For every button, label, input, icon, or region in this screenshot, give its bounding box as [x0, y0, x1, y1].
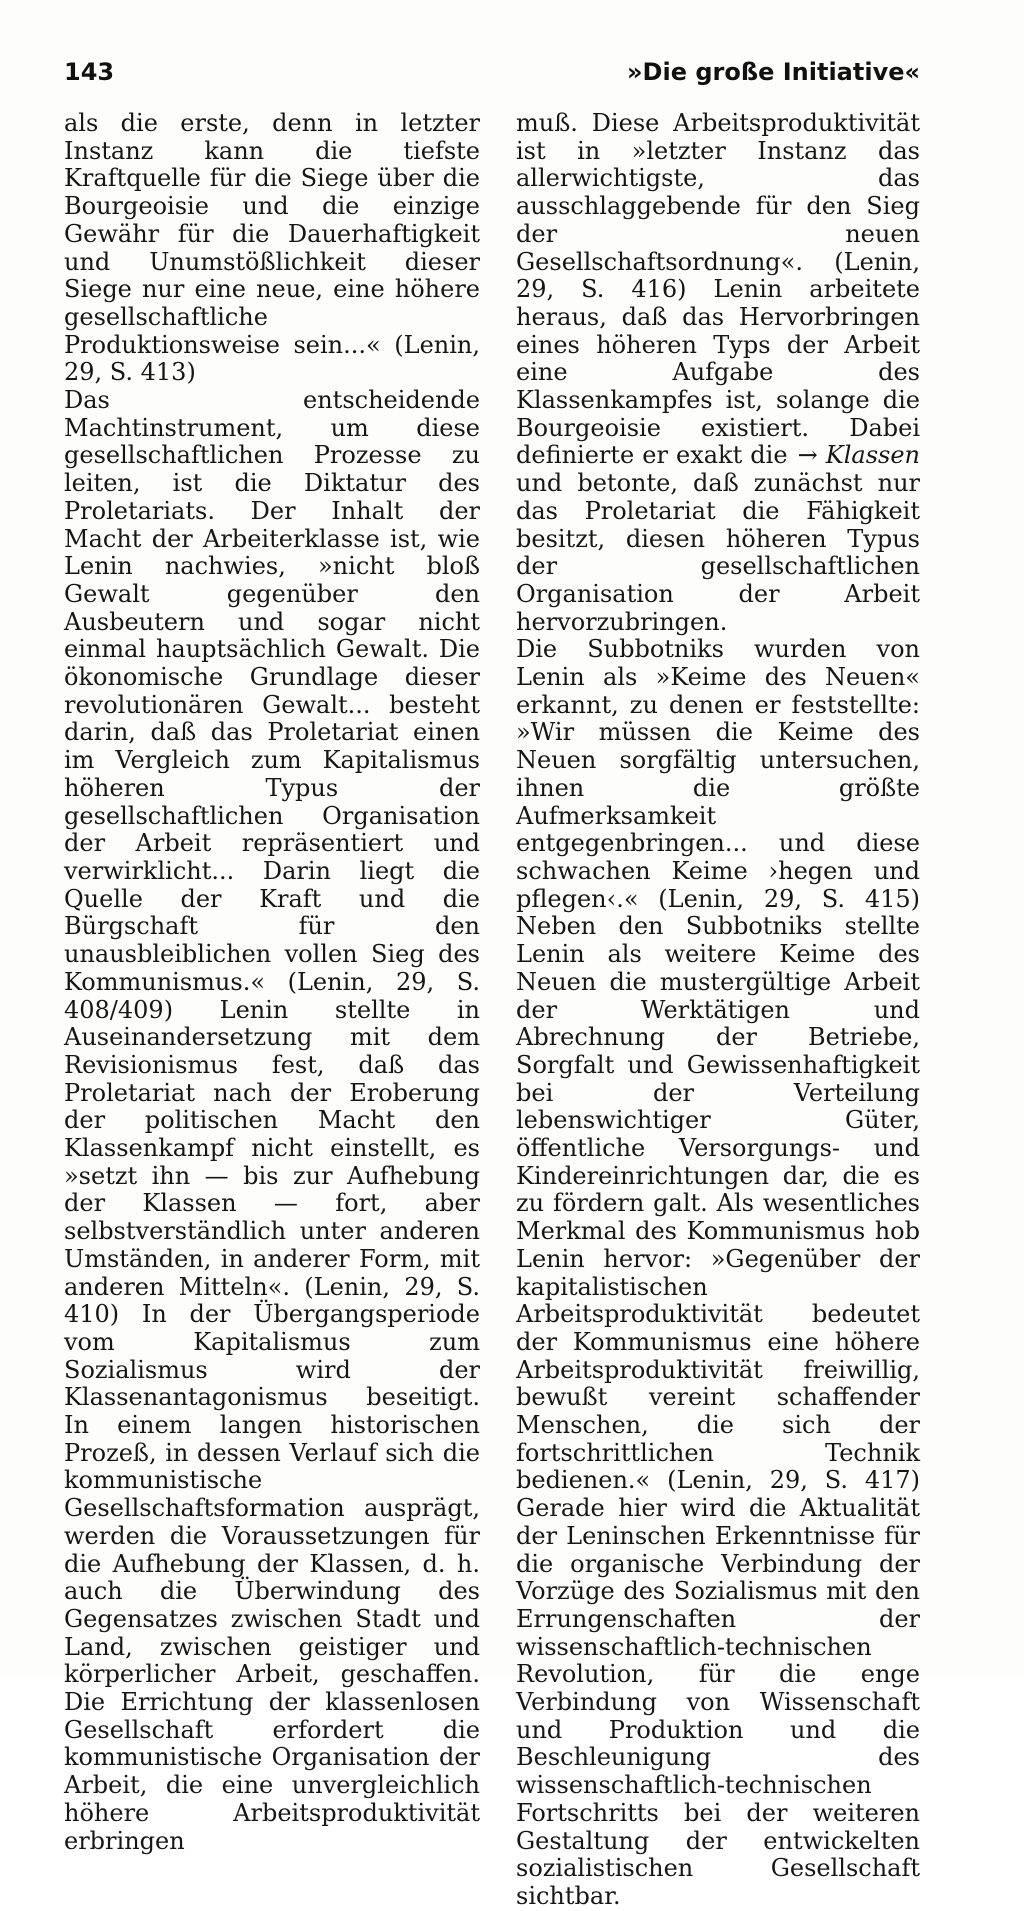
right-paragraph-2: Die Subbotniks wurden von Lenin als »Keime des Neuen« erkannt, zu denen er feststellte: »Wir müssen die Keime des Neuen sorgfältig untersuchen, ihnen die größte Aufmerksamkeit entgegenbringen... und diese schwachen Keime ›hegen und pflegen‹.« (Lenin, 29, S. 415) Neben den Subbotniks stellte Lenin als weitere Keime des Neuen die mustergültige Arbeit der Werktätigen und Abrechnung der Betriebe, Sorgfalt und Gewissenhaftigkeit bei der Verteilung lebenswichtiger Güter, öffentliche Versorgungs- und Kindereinrichtungen dar, die es zu fördern galt. Als wesentliches Merkmal des Kommunismus hob Lenin hervor: »Gegenüber der kapitalistischen Arbeitsproduktivität bedeutet der Kommunismus eine höhere Arbeitsproduktivität freiwillig, bewußt vereint schaffender Menschen, die sich der fortschrittlichen Technik bedienen.« (Lenin, 29, S. 417) Gerade hier wird die Aktualität der Leninschen Erkenntnisse für die organische Verbindung der Vorzüge des Sozialismus mit den Errungenschaften der wissenschaftlich-technischen Revolution, für die enge Verbindung von Wissenschaft und Produktion und die Beschleunigung des wissenschaftlich-technischen Fortschritts bei der weiteren Gestaltung der entwickelten sozialistischen Gesellschaft sichtbar. — [516, 635, 920, 1910]
cross-reference-arrow-icon: → — [797, 441, 818, 470]
left-text-column — [64, 110, 480, 1855]
right-paragraph-1-continuation: und betonte, daß zunächst nur das Proletariat die Fähigkeit besitzt, diesen höheren Typus der gesellschaftlichen Organisation der Arbeit hervorzubringen. — [516, 469, 920, 636]
page-number: 143 — [64, 58, 115, 86]
right-text-column — [516, 110, 920, 1911]
running-title: »Die große Initiative« — [627, 58, 920, 86]
page-header — [64, 58, 920, 98]
right-paragraph-1 — [516, 110, 920, 636]
cross-reference-term: Klassen — [825, 441, 920, 470]
left-paragraph-2: Das entscheidende Machtinstrument, um diese gesellschaftlichen Prozesse zu leiten, ist die Diktatur des Proletariats. Der Inhalt der Macht der Arbeiterklasse ist, wie Lenin nachwies, »nicht bloß Gewalt gegenüber den Ausbeutern und sogar nicht einmal hauptsächlich Gewalt. Die ökonomische Grundlage dieser revolutionären Gewalt... besteht darin, daß das Proletariat einen im Vergleich zum Kapitalismus höheren Typus der gesellschaftlichen Organisation der Arbeit repräsentiert und verwirklicht... Darin liegt die Quelle der Kraft und die Bürgschaft für den unausbleiblichen vollen Sieg des Kommunismus.« (Lenin, 29, S. 408/409) Lenin stellte in Auseinandersetzung mit dem Revisionismus fest, daß das Proletariat nach der Eroberung der politischen Macht den Klassenkampf nicht einstellt, es »setzt ihn — bis zur Aufhebung der Klassen — fort, aber selbstverständlich unter anderen Umständen, in anderer Form, mit anderen Mitteln«. (Lenin, 29, S. 410) In der Übergangsperiode vom Kapitalismus zum Sozialismus wird der Klassenantagonismus beseitigt. In einem langen historischen Prozeß, in dessen Verlauf sich die kommunistische Gesellschaftsformation ausprägt, werden die Voraussetzungen für die Aufhebung der Klassen, d. h. auch die Überwindung des Gegensatzes zwischen Stadt und Land, zwischen geistiger und körperlicher Arbeit, geschaffen. Die Errichtung der klassenlosen Gesellschaft erfordert die kommunistische Organisation der Arbeit, die eine unvergleichlich höhere Arbeitsproduktivität erbringen — [64, 386, 480, 1855]
left-paragraph-1: als die erste, denn in letzter Instanz kann die tiefste Kraftquelle für die Siege über die Bourgeoisie und die einzige Gewähr für die Dauerhaftigkeit und Unumstößlichkeit dieser Siege nur eine neue, eine höhere gesellschaftliche Produktionsweise sein...« (Lenin, 29, S. 413) — [64, 109, 480, 387]
right-paragraph-1-text: muß. Diese Arbeitsproduktivität ist in »letzter Instanz das allerwichtigste, das ausschlaggebende für den Sieg der neuen Gesellschaftsordnung«. (Lenin, 29, S. 416) Lenin arbeitete heraus, daß das Hervorbringen eines höheren Typs der Arbeit eine Aufgabe des Klassenkampfes ist, solange die Bourgeoisie existiert. Dabei definierte er exakt die — [516, 109, 920, 470]
